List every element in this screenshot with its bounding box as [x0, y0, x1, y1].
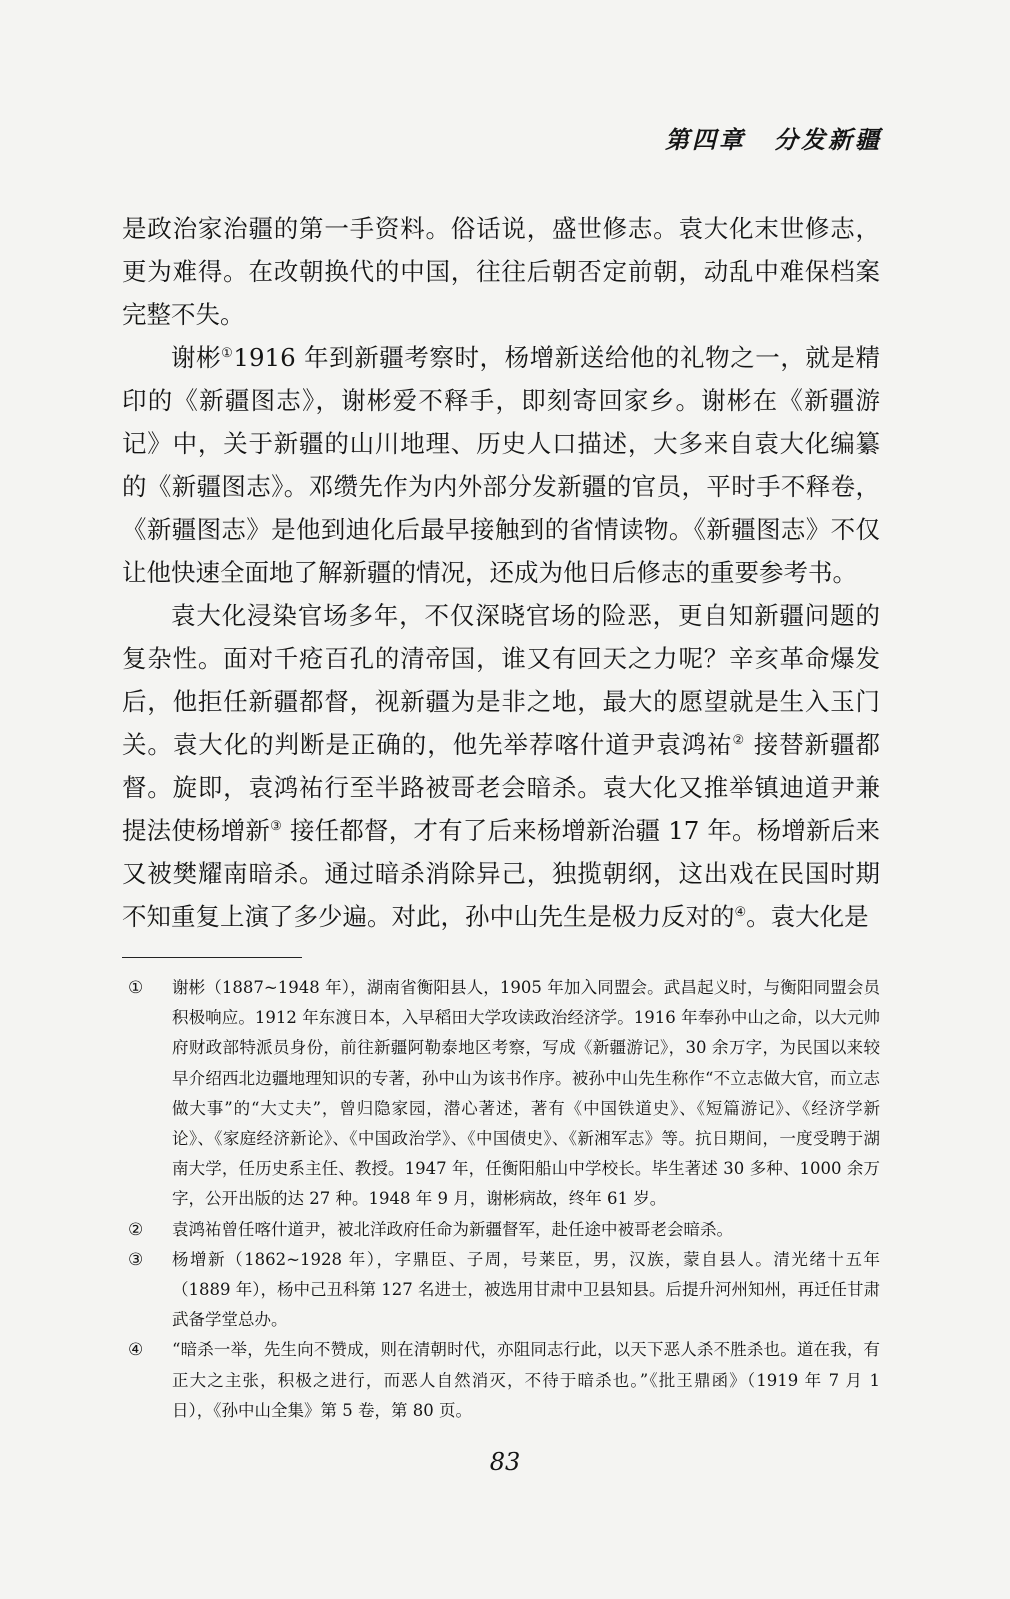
- footnote-ref-1[interactable]: ①: [221, 345, 234, 361]
- footnote-text-3: 杨增新（1862~1928 年），字鼎臣、子周，号莱臣，男，汉族，蒙自县人。清光绪十五年（1889 年），杨中己丑科第 127 名进士，被选用甘肃中卫县知县。后提升河州知州，再迁任甘肃武备学堂总办。: [172, 1249, 880, 1330]
- footnote-text-1: 谢彬（1887~1948 年），湖南省衡阳县人，1905 年加入同盟会。武昌起义时，与衡阳同盟会员积极响应。1912 年东渡日本，入早稻田大学攻读政治经济学。1916 年奉孙中山之命，以大元帅府财政部特派员身份，前往新疆阿勒泰地区考察，写成《新疆游记》，30 余万字，为民国以来较早介绍西北边疆地理知识的专著，孙中山为该书作序。被孙中山先生称作“不立志做大官，而立志做大事”的“大丈夫”，曾归隐家园，潜心著述，著有《中国铁道史》、《短篇游记》、《经济学新论》、《家庭经济新论》、《中国政治学》、《中国债史》、《新湘军志》等。抗日期间，一度受聘于湖南大学，任历史系主任、教授。1947 年，任衡阳船山中学校长。毕生著述 30 多种、1000 余万字，公开出版的达 27 种。1948 年 9 月，谢彬病故，终年 61 岁。: [172, 978, 880, 1209]
- body-text: [122, 207, 880, 938]
- footnote-text-2: 袁鸿祐曾任喀什道尹，被北洋政府任命为新疆督军，赴任途中被哥老会暗杀。: [172, 1219, 733, 1239]
- footnote-mark-3: ③: [128, 1249, 144, 1270]
- paragraph-3-part-c: 接任都督，才有了后来杨增新治疆 17 年。杨增新后来又被樊耀南暗杀。通过暗杀消除异己，独揽朝纲，这出戏在民国时期不知重复上演了多少遍。对此，孙中山先生是极力反对的: [122, 816, 880, 931]
- footnote-ref-3[interactable]: ③: [270, 818, 282, 834]
- footnote-ref-2[interactable]: ②: [732, 732, 746, 748]
- paragraph-2: [122, 336, 880, 594]
- footnote-2: [128, 1215, 880, 1245]
- paragraph-2-lead: 谢彬: [171, 343, 222, 372]
- paragraph-3: [122, 594, 880, 938]
- paragraph-3-part-a: 袁大化浸染官场多年，不仅深晓官场的险恶，更自知新疆问题的复杂性。面对千疮百孔的清帝国，谁又有回天之力呢？辛亥革命爆发后，他拒任新疆都督，视新疆为是非之地，最大的愿望就是生入玉门关。袁大化的判断是正确的，他先举荐喀什道尹袁鸿祐: [122, 601, 880, 759]
- chapter-title: 分发新疆: [774, 125, 882, 154]
- paragraph-3-part-b: 接替新疆都督。旋即，袁鸿祐行至半路被哥老会暗杀。袁大化又推举镇迪道尹兼提法使杨增新: [122, 730, 880, 845]
- running-head: [637, 120, 882, 155]
- footnote-4: [128, 1335, 880, 1426]
- footnote-mark-4: ④: [128, 1340, 144, 1361]
- footnote-text-4: “暗杀一举，先生向不赞成，则在清朝时代，亦阻同志行此，以天下恶人杀不胜杀也。道在我，有正大之主张，积极之进行，而恶人自然消灭，不待于暗杀也。”《批王鼎函》（1919 年 7 月 1 日），《孙中山全集》第 5 卷，第 80 页。: [172, 1340, 880, 1420]
- paragraph-1: 是政治家治疆的第一手资料。俗话说，盛世修志。袁大化末世修志，更为难得。在改朝换代的中国，往往后朝否定前朝，动乱中难保档案完整不失。: [122, 214, 880, 329]
- footnote-mark-2: ②: [128, 1219, 144, 1240]
- page-number: 83: [489, 1448, 521, 1476]
- paragraph-2-text: 1916 年到新疆考察时，杨增新送给他的礼物之一，就是精印的《新疆图志》，谢彬爱不释手，即刻寄回家乡。谢彬在《新疆游记》中，关于新疆的山川地理、历史人口描述，大多来自袁大化编纂的《新疆图志》。邓缵先作为内外部分发新疆的官员，平时手不释卷，《新疆图志》是他到迪化后最早接触到的省情读物。《新疆图志》不仅让他快速全面地了解新疆的情况，还成为他日后修志的重要参考书。: [122, 343, 881, 587]
- footnotes: [128, 973, 880, 1426]
- footnote-mark-1: ①: [128, 978, 144, 998]
- footnote-rule: [122, 957, 302, 958]
- footnote-1: [128, 973, 880, 1215]
- paragraph-3-part-d: 。袁大化是: [746, 902, 869, 931]
- footnote-ref-4[interactable]: ④: [734, 904, 747, 920]
- chapter-number: 第四章: [665, 125, 746, 154]
- footnote-3: [128, 1245, 880, 1336]
